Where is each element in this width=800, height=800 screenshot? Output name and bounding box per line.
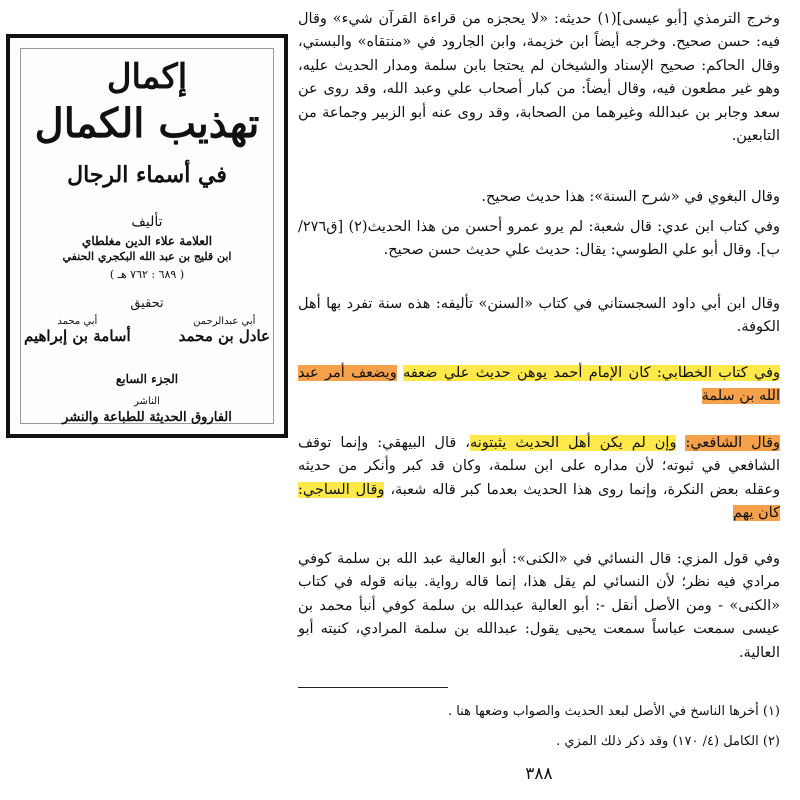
cover-editor2-name: أسامة بن إبراهيم — [24, 327, 131, 345]
paragraph-tirmidhi: وخرج الترمذي [أبو عيسى](١) حديثه: «لا يحجزه من قراءة القرآن شيء» وقال فيه: حسن صحيح. وخرجه أيضاً ابن خزيمة، وابن الجارود في «منتقاه» والبستي، وقال الحاكم: صحيح الإسناد والشيخان لم يحتجا بابن سلمة ومدار الحديث عليه، وهو غير مطعون فيه، وقال أيضاً: من كبار أصحاب علي وعبد الله، وقد روى عن سعد وجابر بن عبدالله وغيرهما من الصحابة، وقد روى عنه أبو الزبير وجماعة من التابعين. — [298, 11, 780, 145]
book-cover-image — [6, 34, 288, 438]
cover-title-line1: إكمال — [106, 57, 188, 97]
cover-editor1-name: عادل بن محمد — [178, 327, 270, 345]
cover-taalif: تأليف — [131, 214, 163, 230]
highlight-shafii-quote: وإن لم يكن أهل الحديث يثبتونه — [469, 435, 677, 451]
cover-title-line2: تهذيب الكمال — [34, 100, 260, 147]
cover-author-line2: ابن قليج بن عبد الله البكجري الحنفي — [62, 250, 232, 263]
highlight-shafii-label: وقال الشافعي: — [685, 435, 781, 451]
paragraph-khattabi — [298, 362, 780, 409]
cover-subtitle: في أسماء الرجال — [67, 162, 227, 188]
paragraph-mizzi: وفي قول المزي: قال النسائي في «الكنى»: أبو العالية عبد الله بن سلمة كوفي مرادي فيه نظر؛ لأن النسائي لم يقل هذا، إنما قاله رواية. بيانه قوله في كتاب «الكنى» - ومن الأصل أنقل -: أبو العالية عبدالله بن سلمة كوفي أنبأ محمد بن عيسى سمعت عباساً سمعت يحيى يقول: عبدالله بن سلمة المرادي، كنيته أبو العالية. — [298, 551, 780, 661]
footnote-divider — [298, 687, 448, 688]
page-number: ٣٨٨ — [525, 764, 553, 784]
cover-editor1 — [179, 316, 270, 345]
paragraph-baghawi: وقال البغوي في «شرح السنة»: هذا حديث صحيح. — [481, 189, 780, 205]
highlight-saji-label: وقال الساجي: — [298, 481, 385, 498]
footnote-2: (٢) الكامل (٤/ ١٧٠) وقد ذكر ذلك المزي . — [556, 734, 780, 749]
cover-editor2 — [24, 316, 131, 345]
cover-author-line1: العلامة علاء الدين مغلطاي — [81, 234, 213, 248]
highlight-saji-quote: كان يهم — [733, 505, 780, 522]
cover-publisher: الفاروق الحديثة للطباعة والنشر — [62, 410, 232, 425]
cover-volume: الجزء السابع — [115, 372, 179, 386]
cover-editors — [24, 316, 270, 345]
paragraph-shafii — [298, 432, 780, 526]
shafii-bayhaqi-text: ، قال البيهقي: وإنما توقف الشافعي في ثبوته؛ لأن مداره على ابن سلمة، وكان قد كبر وأنكر من حديثه وعقله بعض النكرة، وإنما روى هذا الحديث بعدما كبر قاله شعبة، — [298, 435, 780, 498]
cover-tahqiq: تحقيق — [130, 296, 164, 311]
cover-editor2-kunya: أبي محمد — [57, 316, 98, 327]
cover-publisher-label: الناشر — [134, 396, 160, 407]
highlight-khattabi: وفي كتاب الخطابي: كان الإمام أحمد يوهن حديث علي ضعفه — [403, 365, 781, 381]
footnote-1: (١) أخرها الناسخ في الأصل لبعد الحديث والصواب وضعها هنا . — [447, 704, 780, 719]
cover-dates: ( ٦٨٩ : ٧٦٢ هـ ) — [109, 268, 185, 281]
paragraph-ibn-adi: وفي كتاب ابن عدي: قال شعبة: لم يرو عمرو أحسن من هذا الحديث(٢) [ق٢٧٦/ب]. وقال أبو علي الطوسي: يقال: حديث علي حديث حسن صحيح. — [298, 219, 780, 259]
page-text-column — [298, 0, 780, 800]
highlight-khattabi-weakens: ويضعف أمر عبد الله بن سلمة — [298, 365, 780, 405]
paragraph-sijistani: وقال ابن أبي داود السجستاني في كتاب «السنن» تأليفه: هذه سنة تفرد بها أهل الكوفة. — [298, 296, 780, 336]
cover-editor1-kunya: أبي عبدالرحمن — [193, 316, 256, 327]
